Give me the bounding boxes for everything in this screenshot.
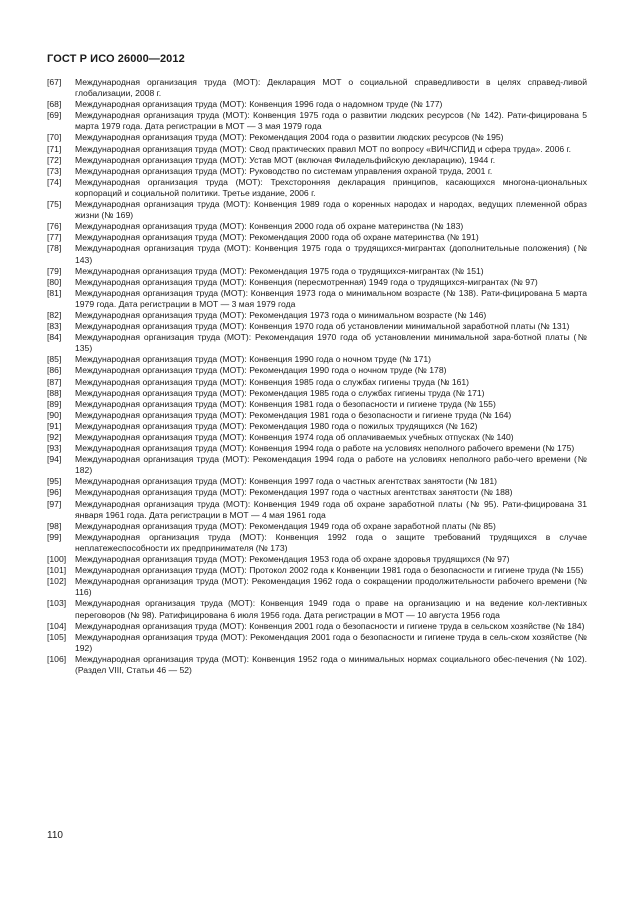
reference-number: [91]: [47, 420, 62, 431]
reference-number: [96]: [47, 487, 62, 498]
reference-item: [47, 432, 587, 443]
reference-text: Международная организация труда (МОТ): Декларация МОТ о социальной справедливости в целях справед-ливой глобализации, 2008 г.: [75, 77, 587, 99]
reference-number: [74]: [47, 176, 62, 187]
reference-text: Международная организация труда (МОТ): Устав МОТ (включая Филадельфийскую декларацию), 1944 г.: [75, 154, 496, 165]
reference-number: [98]: [47, 520, 62, 531]
reference-item: [47, 243, 587, 265]
reference-item: [47, 199, 587, 221]
reference-item: [47, 521, 587, 532]
reference-text: Международная организация труда (МОТ): Рекомендация 1990 года о ночном труде (№ 178): [75, 365, 447, 376]
reference-number: [87]: [47, 376, 62, 387]
reference-item: [47, 99, 587, 110]
reference-text: Международная организация труда (МОТ): Рекомендация 1980 года о пожилых трудящихся (№ 162): [75, 420, 478, 431]
reference-item: [47, 565, 587, 576]
reference-item: [47, 576, 587, 598]
reference-text: Международная организация труда (МОТ): Конвенция 1994 года о работе на условиях неполного рабочего времени (№ 175): [75, 443, 575, 454]
reference-item: [47, 454, 587, 476]
reference-text: Международная организация труда (МОТ): Конвенция 1952 года о минимальных нормах социального обес-печения (№ 102). (Раздел VIII, Статьи 46 — 52): [75, 653, 587, 675]
reference-item: [47, 277, 587, 288]
reference-item: [47, 410, 587, 421]
reference-item: [47, 144, 587, 155]
reference-item: [47, 554, 587, 565]
reference-number: [81]: [47, 287, 62, 298]
reference-number: [67]: [47, 77, 62, 87]
reference-number: [69]: [47, 110, 62, 121]
reference-item: [47, 166, 587, 177]
reference-number: [83]: [47, 321, 62, 332]
reference-number: [79]: [47, 265, 62, 276]
reference-number: [82]: [47, 309, 62, 320]
reference-item: [47, 399, 587, 410]
reference-item: [47, 132, 587, 143]
reference-text: Международная организация труда (МОТ): Конвенция 1973 года о минимальном возрасте (№ 138). Рати-фицирована 5 марта 1979 года. Дата регистрации в МОТ — 3 мая 1979 года: [75, 287, 587, 309]
reference-text: Международная организация труда (МОТ): Протокол 2002 года к Конвенции 1981 года о безопасности и гигиене труда (№ 155): [75, 565, 584, 576]
reference-text: Международная организация труда (МОТ): Рекомендация 1985 года о службах гигиены труда (№ 171): [75, 387, 485, 398]
reference-item: [47, 288, 587, 310]
reference-item: [47, 598, 587, 620]
reference-number: [100]: [47, 554, 67, 565]
reference-text: Международная организация труда (МОТ): Рекомендация 2001 года о безопасности и гигиене труда в сель-ском хозяйстве (№ 192): [75, 631, 587, 653]
reference-text: Международная организация труда (МОТ): Рекомендация 1975 года о трудящихся-мигрантах (№ 151): [75, 265, 484, 276]
reference-text: Международная организация труда (МОТ): Руководство по системам управления охраной труда, 2001 г.: [75, 165, 493, 176]
reference-item: [47, 532, 587, 554]
reference-item: [47, 421, 587, 432]
reference-item: [47, 332, 587, 354]
reference-text: Международная организация труда (МОТ): Конвенция 1996 года о надомном труде (№ 177): [75, 99, 443, 110]
reference-item: [47, 388, 587, 399]
reference-item: [47, 354, 587, 365]
reference-number: [72]: [47, 154, 62, 165]
reference-number: [86]: [47, 365, 62, 376]
reference-number: [97]: [47, 498, 62, 509]
reference-text: Международная организация труда (МОТ): Рекомендация 1997 года о частных агентствах занятости (№ 188): [75, 487, 513, 498]
reference-text: Международная организация труда (МОТ): Рекомендация 2004 года о развитии людских ресурсов (№ 195): [75, 132, 504, 143]
reference-number: [75]: [47, 199, 62, 210]
reference-item: [47, 365, 587, 376]
reference-text: Международная организация труда (МОТ): Конвенция 1975 года о развитии людских ресурсов (№ 142). Рати-фицирована 5 марта 1979 года. Дата регистрации в МОТ — 3 мая 1979 года: [75, 110, 587, 132]
reference-number: [84]: [47, 332, 62, 343]
reference-number: [103]: [47, 598, 67, 609]
reference-item: [47, 377, 587, 388]
reference-text: Международная организация труда (МОТ): Конвенция 1989 года о коренных народах и народах, ведущих племенной образ жизни (№ 169): [75, 199, 587, 221]
reference-number: [76]: [47, 221, 62, 232]
reference-item: [47, 177, 587, 199]
reference-text: Международная организация труда (МОТ): Конвенция 1949 года о праве на организацию и на ведение кол-лективных переговоров (№ 98). Ратифицирована 6 июля 1956 года. Дата регистрации в МОТ — 10 августа 1956 года: [75, 598, 587, 620]
reference-number: [80]: [47, 276, 62, 287]
reference-text: Международная организация труда (МОТ): Конвенция 1992 года о защите требований трудящихся в случае неплатежеспособности их предпринимателя (№ 173): [75, 531, 587, 553]
reference-item: [47, 221, 587, 232]
reference-text: Международная организация труда (МОТ): Рекомендация 1981 года о безопасности и гигиене труда (№ 164): [75, 409, 512, 420]
reference-text: Международная организация труда (МОТ): Конвенция (пересмотренная) 1949 года о трудящихся-мигрантах (№ 97): [75, 276, 538, 287]
reference-number: [94]: [47, 454, 62, 465]
reference-text: Международная организация труда (МОТ): Рекомендация 1994 года о работе на условиях неполного рабо-чего времени (№ 182): [75, 454, 587, 476]
reference-number: [101]: [47, 565, 67, 576]
reference-number: [106]: [47, 653, 67, 664]
reference-item: [47, 476, 587, 487]
reference-text: Международная организация труда (МОТ): Рекомендация 1962 года о сокращении продолжительности рабочего времени (№ 116): [75, 576, 587, 598]
reference-number: [93]: [47, 443, 62, 454]
reference-number: [88]: [47, 387, 62, 398]
reference-item: [47, 443, 587, 454]
reference-item: [47, 632, 587, 654]
reference-text: Международная организация труда (МОТ): Конвенция 1981 года о безопасности и гигиене труда (№ 155): [75, 398, 496, 409]
reference-number: [70]: [47, 132, 62, 143]
reference-text: Международная организация труда (МОТ): Конвенция 1990 года о ночном труде (№ 171): [75, 354, 431, 365]
reference-item: [47, 621, 587, 632]
reference-list: [47, 77, 587, 676]
reference-number: [78]: [47, 243, 62, 254]
reference-number: [95]: [47, 476, 62, 487]
reference-text: Международная организация труда (МОТ): Рекомендация 1953 года об охране здоровья трудящихся (№ 97): [75, 554, 510, 565]
reference-text: Международная организация труда (МОТ): Рекомендация 1973 года о минимальном возрасте (№ 146): [75, 309, 487, 320]
reference-item: [47, 77, 587, 99]
reference-text: Международная организация труда (МОТ): Рекомендация 1970 года об установлении минимальной зара-ботной платы (№ 135): [75, 332, 587, 354]
reference-number: [77]: [47, 232, 62, 243]
reference-item: [47, 110, 587, 132]
reference-number: [68]: [47, 99, 62, 110]
reference-number: [71]: [47, 143, 62, 154]
page-number: 110: [47, 830, 63, 841]
reference-number: [99]: [47, 531, 62, 542]
reference-text: Международная организация труда (МОТ): Рекомендация 1949 года об охране заработной платы (№ 85): [75, 520, 496, 531]
reference-number: [92]: [47, 432, 62, 442]
page-header-title: ГОСТ Р ИСО 26000—2012: [47, 53, 185, 65]
reference-item: [47, 499, 587, 521]
reference-text: Международная организация труда (МОТ): Трехсторонняя декларация принципов, касающихся многона-циональных корпораций и социальной политики. Третье издание, 2006 г.: [75, 176, 587, 198]
reference-text: Международная организация труда (МОТ): Конвенция 1975 года о трудящихся-мигрантах (дополнительные положения) (№ 143): [75, 243, 587, 265]
reference-item: [47, 654, 587, 676]
reference-text: Международная организация труда (МОТ): Конвенция 1997 года о частных агентствах занятости (№ 181): [75, 476, 498, 487]
reference-number: [102]: [47, 576, 67, 587]
reference-number: [73]: [47, 165, 62, 176]
reference-item: [47, 232, 587, 243]
reference-text: Международная организация труда (МОТ): Конвенция 1974 года об оплачиваемых учебных отпусках (№ 140): [75, 432, 514, 442]
reference-number: [89]: [47, 398, 62, 409]
reference-item: [47, 487, 587, 498]
reference-text: Международная организация труда (МОТ): Конвенция 1985 года о службах гигиены труда (№ 161): [75, 376, 470, 387]
reference-text: Международная организация труда (МОТ): Конвенция 2001 года о безопасности и гигиене труда в сельском хозяйстве (№ 184): [75, 620, 585, 631]
reference-text: Международная организация труда (МОТ): Конвенция 2000 года об охране материнства (№ 183): [75, 221, 464, 232]
reference-item: [47, 155, 587, 166]
reference-text: Международная организация труда (МОТ): Рекомендация 2000 года об охране материнства (№ 191): [75, 232, 479, 243]
reference-item: [47, 321, 587, 332]
reference-text: Международная организация труда (МОТ): Конвенция 1949 года об охране заработной платы (№ 95). Рати-фицирована 31 января 1961 года. Дата регистрации в МОТ — 4 мая 1961 года: [75, 498, 587, 520]
reference-item: [47, 266, 587, 277]
reference-item: [47, 310, 587, 321]
reference-number: [90]: [47, 409, 62, 420]
reference-text: Международная организация труда (МОТ): Конвенция 1970 года об установлении минимальной заработной платы (№ 131): [75, 321, 570, 332]
reference-number: [105]: [47, 631, 67, 642]
reference-text: Международная организация труда (МОТ): Свод практических правил МОТ по вопросу «ВИЧ/СПИД и сфера труда». 2006 г.: [75, 143, 571, 154]
reference-number: [104]: [47, 620, 67, 631]
reference-number: [85]: [47, 354, 62, 365]
